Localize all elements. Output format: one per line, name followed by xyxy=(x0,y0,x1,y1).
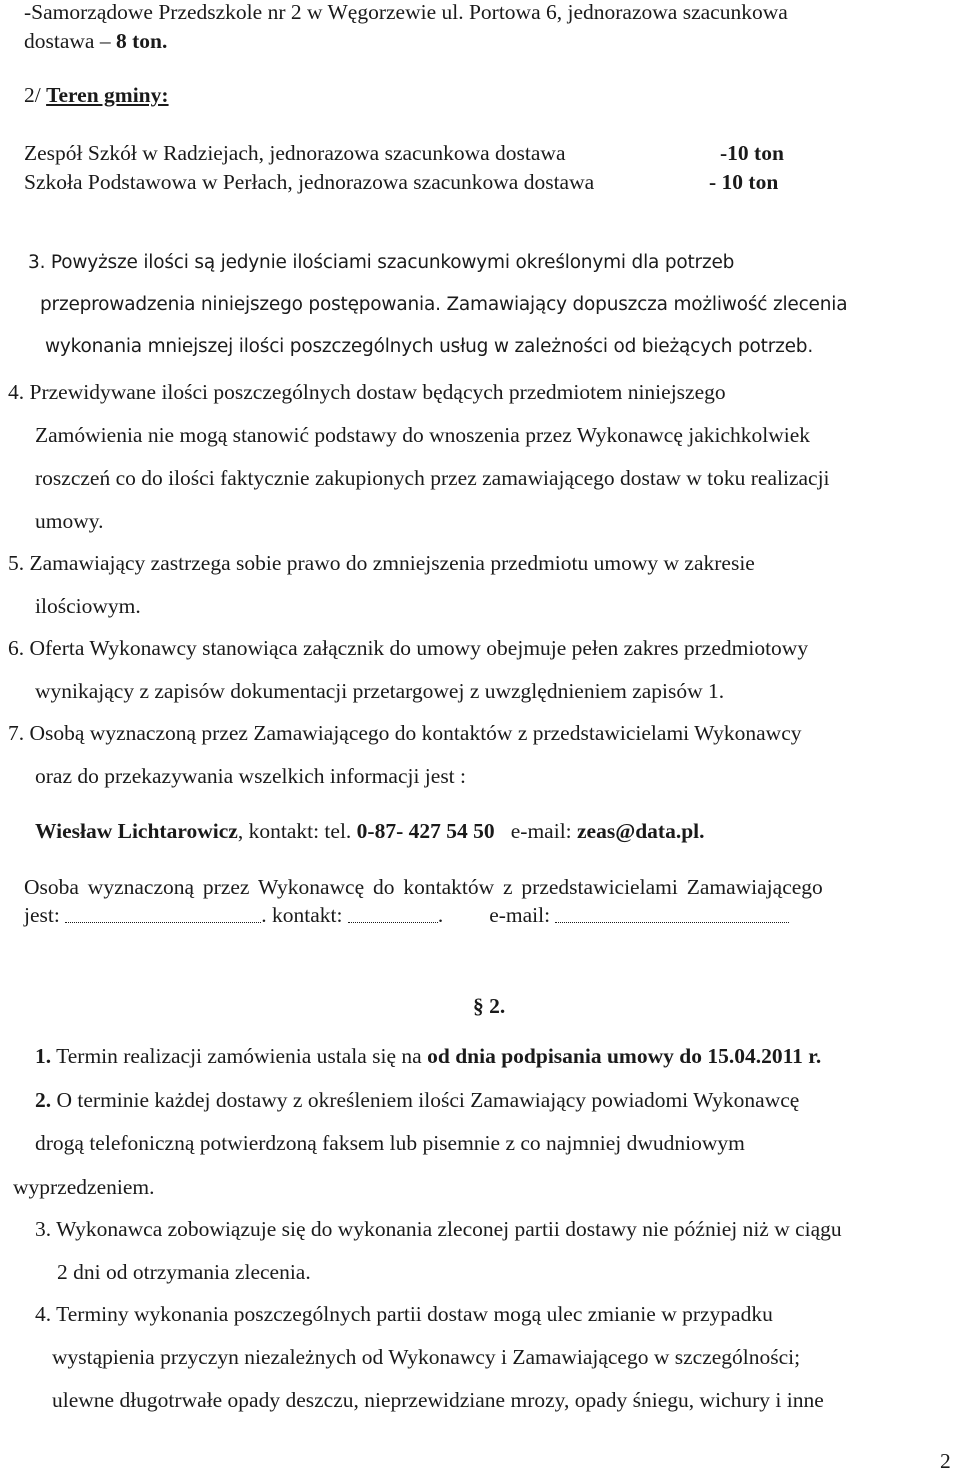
jest-blank xyxy=(65,912,261,923)
intro-line-2-text: dostawa – xyxy=(24,29,116,53)
contact-email: zeas@data.pl. xyxy=(577,819,705,843)
term-1-text: Termin realizacji zamówienia ustala się na xyxy=(51,1044,428,1068)
kontakt-blank xyxy=(348,912,438,923)
area-heading xyxy=(24,83,169,108)
area-row-amount: - 10 ton xyxy=(709,170,779,194)
contractor-contact-fields xyxy=(24,903,789,928)
point-5-line-1: 5. Zamawiający zastrzega sobie prawo do zmniejszenia przedmiotu umowy w zakresie xyxy=(8,551,755,575)
point-3-line-2: przeprowadzenia niniejszego postępowania. Zamawiający dopuszcza możliwość zlecenia xyxy=(40,294,848,315)
intro-amount: 8 ton. xyxy=(115,29,168,53)
area-row-label: Szkoła Podstawowa w Perłach, jednorazowa szacunkowa dostawa xyxy=(24,170,595,194)
contractor-contact-line: Osoba wyznaczoną przez Wykonawcę do kontaktów z przedstawicielami Zamawiającego xyxy=(24,875,823,899)
section-mark: § xyxy=(473,994,484,1018)
intro-line-2 xyxy=(24,29,167,54)
term-4-line-3: ulewne długotrwałe opady deszczu, nieprzewidziane mrozy, opady śniegu, wichury i inne xyxy=(52,1388,824,1412)
point-3-line-3: wykonania mniejszej ilości poszczególnych usług w zależności od bieżących potrzeb. xyxy=(45,336,814,357)
point-6-line-2: wynikający z zapisów dokumentacji przetargowej z uwzględnieniem zapisów 1. xyxy=(35,679,725,703)
point-4-line-3: roszczeń co do ilości faktycznie zakupionych przez zamawiającego dostaw w toku realizacji xyxy=(35,466,830,490)
point-7-line-2: oraz do przekazywania wszelkich informacji jest : xyxy=(35,764,467,788)
contact-name: Wiesław Lichtarowicz xyxy=(35,819,238,843)
kontakt-end: . xyxy=(437,903,444,927)
area-number: 2/ xyxy=(24,83,47,107)
contact-email-label: e-mail: xyxy=(494,819,578,843)
page-number: 2 xyxy=(940,1449,951,1473)
term-2-text: O terminie każdej dostawy z określeniem ilości Zamawiający powiadomi Wykonawcę xyxy=(51,1088,800,1112)
area-row-amount: -10 ton xyxy=(720,141,784,165)
section-number: 2. xyxy=(489,994,506,1018)
term-1-line xyxy=(35,1044,821,1069)
point-4-line-2: Zamówienia nie mogą stanowić podstawy do wnoszenia przez Wykonawcę jakichkolwiek xyxy=(35,423,811,447)
contact-phone: 0-87- 427 54 50 xyxy=(356,819,495,843)
point-4-line-1: 4. Przewidywane ilości poszczególnych dostaw będących przedmiotem niniejszego xyxy=(8,380,726,404)
kontakt-label: kontakt: xyxy=(271,903,343,927)
contact-after-name: , kontakt: tel. xyxy=(237,819,357,843)
term-4-line-1: 4. Terminy wykonania poszczególnych partii dostaw mogą ulec zmianie w przypadku xyxy=(35,1302,773,1326)
point-6-line-1: 6. Oferta Wykonawcy stanowiąca załącznik do umowy obejmuje pełen zakres przedmiotowy xyxy=(8,636,809,660)
area-heading-text: Teren gminy: xyxy=(46,83,169,107)
email2-label: e-mail: xyxy=(489,903,551,927)
term-4-line-2: wystąpienia przyczyn niezależnych od Wykonawcy i Zamawiającego w szczególności; xyxy=(52,1345,801,1369)
intro-line-1: -Samorządowe Przedszkole nr 2 w Węgorzewie ul. Portowa 6, jednorazowa szacunkowa xyxy=(24,0,788,24)
term-2-line-2: drogą telefoniczną potwierdzoną faksem lub pisemnie z co najmniej dwudniowym xyxy=(35,1131,745,1155)
term-3-line-1: 3. Wykonawca zobowiązuje się do wykonania zleconej partii dostawy nie później niż w ciągu xyxy=(35,1217,842,1241)
term-3-line-2: 2 dni od otrzymania zlecenia. xyxy=(57,1260,311,1284)
jest-end: . xyxy=(261,903,267,927)
term-2-number: 2. xyxy=(35,1088,52,1112)
point-7-line-1: 7. Osobą wyznaczoną przez Zamawiającego do kontaktów z przedstawicielami Wykonawcy xyxy=(8,721,802,745)
area-row-label: Zespół Szkół w Radziejach, jednorazowa szacunkowa dostawa xyxy=(24,141,566,165)
point-4-line-4: umowy. xyxy=(35,509,104,533)
section-heading xyxy=(473,994,505,1019)
jest-label: jest: xyxy=(24,903,60,927)
email2-blank xyxy=(555,912,789,923)
term-2-line-3: wyprzedzeniem. xyxy=(13,1175,155,1199)
point-5-line-2: ilościowym. xyxy=(35,594,141,618)
point-3-line-1: 3. Powyższe ilości są jedynie ilościami szacunkowymi określonymi dla potrzeb xyxy=(28,252,735,273)
term-1-date: od dnia podpisania umowy do 15.04.2011 r. xyxy=(427,1044,822,1068)
term-2-line-1 xyxy=(35,1088,799,1113)
contact-line xyxy=(35,819,705,844)
term-1-number: 1. xyxy=(35,1044,52,1068)
